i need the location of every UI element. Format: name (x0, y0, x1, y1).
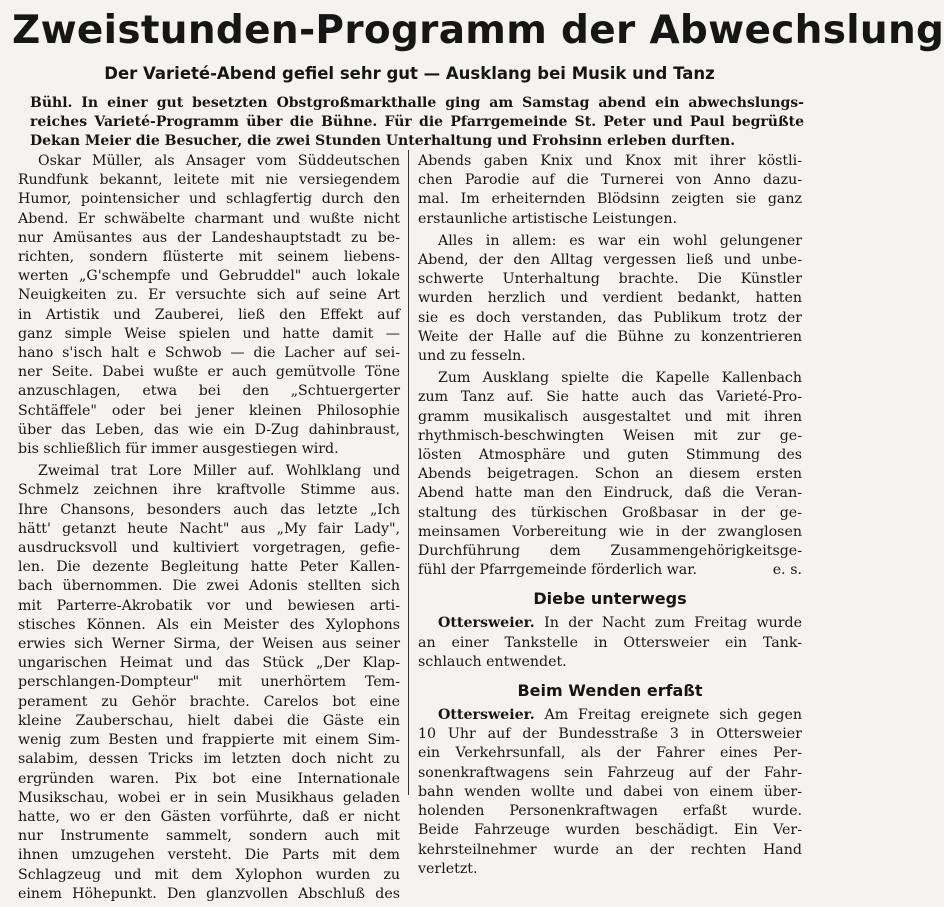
lead-line: Dekan Meier die Besucher, die zwei Stunden Unterhaltung und Frohsinn erleben durften. (30, 133, 736, 149)
body-line: Abend, der den Alltag vergessen ließ und unbe- (418, 252, 802, 269)
body-line: hano s'isch halt e Schwob — die Lacher auf sei- (18, 345, 400, 362)
body-line: Abends gaben Knix und Knox mit ihrer köstli- (418, 153, 802, 169)
dateline-place: Ottersweier. (438, 615, 535, 632)
column-divider (408, 150, 409, 795)
body-line: ein Verkehrsunfall, als der Fahrer eines Per- (418, 745, 802, 762)
body-line: hätt' getanzt heute Nacht" aus „My fair Lady", (18, 520, 400, 537)
body-line: Durchführung dem Zusammengehörigkeitsge- (418, 543, 802, 560)
body-line: kleine Zauberschau, hielt dabei die Gäste ein (18, 712, 400, 729)
body-line: Oskar Müller, als Ansager vom Süddeutschen (38, 153, 400, 169)
body-line: schwerte Unterhaltung brachte. Die Künstler (418, 271, 802, 288)
body-line: ihnen umzugehen versteht. Die Parts mit dem (18, 847, 400, 864)
body-line: verletzt. (418, 860, 478, 877)
body-line: Weite der Halle auf die Bühne zu konzentrieren (418, 328, 802, 345)
body-line: chen Parodie auf die Turnerei von Anno dazu- (418, 172, 802, 189)
body-line: bach übernommen. Die zwei Adonis stellten sich (18, 578, 400, 595)
body-line: wurden herzlich und verdient bedankt, hatten (418, 290, 802, 307)
body-line: wenig zum Besten und frappierte mit einem Sim- (18, 732, 400, 749)
body-paragraph (18, 462, 400, 904)
body-line (418, 706, 802, 725)
body-line: Ihre Chansons, besonders auch das letzte „Ich (18, 501, 400, 518)
body-line: holenden Personenkraftwagen erfaßt wurde. (418, 803, 802, 820)
body-line: fühl der Pfarrgemeinde förderlich war. (418, 562, 697, 579)
body-line: ergründen waren. Pix bot eine Internationale (18, 770, 400, 787)
article-heading-diebe: Diebe unterwegs (533, 589, 687, 609)
lead-paragraph (30, 94, 804, 151)
body-line: lösten Atmosphäre und guten Stimmung des (418, 447, 802, 464)
right-column (418, 152, 802, 882)
body-line: sonenkraftwagens sein Fahrzeug auf der Fahr- (418, 764, 802, 781)
body-line: schlauch entwendet. (418, 653, 567, 670)
body-line: salabim, dessen Tricks im letzten doch nicht zu (18, 751, 400, 768)
body-line: zum Tanz auf. Sie hatte auch das Varieté-Pro- (418, 389, 802, 406)
body-paragraph (18, 152, 400, 459)
body-line: Humor, pointensicher und schlagfertig durch den (18, 191, 400, 208)
body-paragraph (418, 232, 802, 366)
body-line: Schlagzeug und mit dem Xylophon wurden zu (18, 866, 400, 883)
lead-line: reiches Varieté-Programm über die Bühne. Für die Pfarrgemeinde St. Peter und Paul begrüßte (30, 114, 804, 130)
body-line: Schtäffele" oder bei jener kleinen Philosophie (18, 402, 400, 419)
body-line: len. Die dezente Begleitung hatte Peter Kallen- (18, 559, 400, 576)
body-line: richten, sondern flüsterte mit seinem liebens- (18, 249, 400, 266)
body-line: Schmelz zeichnen ihre kraftvolle Stimme aus. (18, 482, 400, 499)
body-line: mal. Im erheiternden Blödsinn zeigten sie ganz (418, 191, 802, 208)
body-paragraph (418, 152, 802, 229)
body-line: Neuigkeiten zu. Er versuchte sich auf seine Art (18, 287, 400, 304)
body-line: ausdrucksvoll und kultiviert vorgetragen, gefie- (18, 540, 400, 557)
body-line: 10 Uhr auf der Bundesstraße 3 in Ottersweier (418, 726, 802, 743)
body-line: Beide Fahrzeuge wurden beschädigt. Ein Ver- (418, 822, 802, 839)
body-line: staltung des türkischen Großbasar in der ge- (418, 504, 802, 521)
body-paragraph (418, 614, 802, 672)
body-line (418, 614, 802, 633)
body-line: sie es doch verstanden, das Publikum trotz der (418, 309, 802, 326)
body-line: kehrsteilnehmer wurde an der rechten Hand (418, 841, 802, 858)
lead-line: Bühl. In einer gut besetzten Obstgroßmarkthalle ging am Samstag abend ein abwechslungs- (30, 95, 804, 111)
body-line: perament zu Gehör brachte. Carelos bot eine (18, 693, 400, 710)
body-line: mit Parterre-Akrobatik vor und bewiesen arti- (18, 597, 400, 614)
headline: Zweistunden-Programm der Abwechslung (12, 8, 944, 53)
article-heading-wenden: Beim Wenden erfaßt (517, 681, 703, 701)
body-line: bahn wenden wollte und dabei von einem über- (418, 783, 802, 800)
body-line: ungarischen Heimat und das Stück „Der Klap- (18, 655, 400, 672)
body-line: ganz simple Weise spielen und hatte damit — (18, 325, 400, 342)
body-line: erstaunliche artistische Leistungen. (418, 210, 677, 227)
body-line: Musikschau, wobei er in sein Musikhaus geladen (18, 789, 400, 806)
body-line: nur Instrumente sammelt, sondern auch mit (18, 828, 400, 845)
author-signature: e. s. (772, 562, 802, 579)
body-line: ner Seite. Dabei wußte er auch gemütvolle Töne (18, 364, 400, 381)
body-line: Alles in allem: es war ein wohl gelungener (438, 232, 802, 249)
body-line: meinsamen Vorbereitung wie in der zwanglosen (418, 523, 802, 540)
body-line: Abend hatte man den Eindruck, daß die Veran- (418, 485, 802, 502)
body-line-text: Am Freitag ereignete sich gegen (544, 707, 803, 724)
body-line: anzuschlagen, etwa bei den „Schtuergerter (18, 383, 400, 400)
body-line: über das Leben, das wie ein D-Zug dahinbraust, (18, 421, 400, 438)
body-line: stisches Können. Als ein Meister des Xylophons (18, 616, 400, 633)
subheadline: Der Varieté-Abend gefiel sehr gut — Ausklang bei Musik und Tanz (104, 64, 715, 83)
body-line: erwies sich Werner Sirma, der Weisen aus seiner (18, 636, 400, 653)
body-line: Zweimal trat Lore Miller auf. Wohlklang und (38, 463, 400, 480)
body-line: und zu fesseln. (418, 348, 526, 365)
body-line: Rundfunk bekannt, leitete mit nie versiegendem (18, 172, 400, 189)
body-line: perschlangen-Dompteur" mit unerhörtem Tem- (18, 674, 400, 691)
body-line: nur Amüsantes aus der Landeshauptstadt zu be- (18, 229, 400, 246)
dateline-place: Ottersweier. (438, 707, 535, 724)
body-line: Abend. Er schwäbelte charmant und wußte nicht (18, 210, 400, 227)
body-paragraph (418, 369, 802, 580)
body-line: einem Höhepunkt. Den glanzvollen Abschluß des (18, 885, 400, 902)
closing-line (418, 561, 802, 580)
body-line: hatte, wo er den Gästen vorführte, daß er nicht (18, 808, 400, 825)
body-line: an einer Tankstelle in Ottersweier ein Tank- (418, 634, 802, 651)
body-paragraph (418, 706, 802, 879)
body-line: Zum Ausklang spielte die Kapelle Kallenbach (438, 370, 802, 387)
body-line-text: In der Nacht zum Freitag wurde (544, 615, 802, 632)
body-line: gramm musikalisch ausgestaltet und mit ihren (418, 408, 802, 425)
body-line: werten „G'schempfe und Gebruddel" auch lokale (18, 268, 400, 285)
left-column (18, 152, 400, 907)
body-line: rhythmisch-beschwingten Weisen mit zur ge- (418, 427, 802, 444)
body-line: in Artistik und Zauberei, ließ den Effekt auf (18, 306, 400, 323)
body-line: bis schließlich für immer ausgestiegen wird. (18, 441, 339, 458)
body-line: Abends beigetragen. Schon an diesem ersten (418, 466, 802, 483)
